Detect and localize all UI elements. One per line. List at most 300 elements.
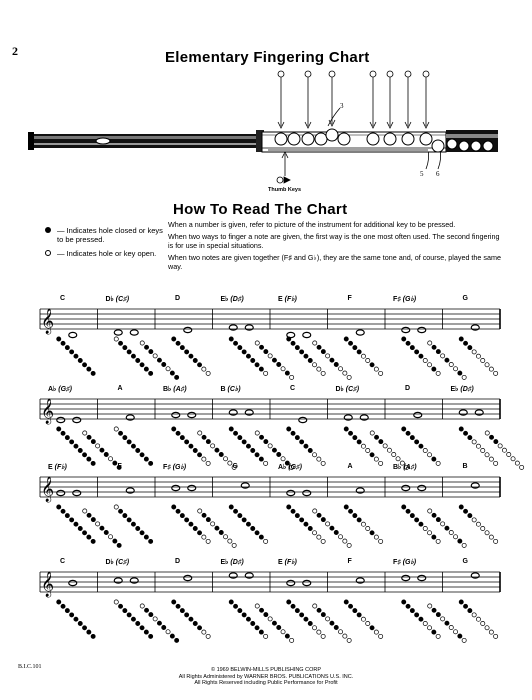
open-hole-dot xyxy=(472,518,476,522)
alt-fingering-dot xyxy=(268,617,272,621)
closed-hole-dot xyxy=(459,337,463,341)
alt-fingering-dot xyxy=(140,341,144,345)
alt-fingering-dot xyxy=(83,509,87,513)
closed-hole-dot xyxy=(353,436,357,440)
closed-hole-dot xyxy=(255,453,259,457)
closed-hole-dot xyxy=(370,453,374,457)
closed-hole-dot xyxy=(415,518,419,522)
closed-hole-dot xyxy=(410,609,414,613)
closed-hole-dot xyxy=(259,535,263,539)
note-name xyxy=(336,385,396,393)
alt-fingering-dot xyxy=(498,444,502,448)
closed-hole-dot xyxy=(246,617,250,621)
closed-hole-dot xyxy=(415,440,419,444)
open-hole-dot xyxy=(317,457,321,461)
alt-fingering-dot xyxy=(334,625,338,629)
closed-hole-dot xyxy=(118,341,122,345)
open-hole-dot xyxy=(494,634,498,638)
enharmonic-label: (C♭) xyxy=(225,386,241,393)
open-hole-dot xyxy=(374,535,378,539)
note-head xyxy=(57,417,65,422)
alt-fingering-dot xyxy=(255,431,259,435)
enharmonic-note-head xyxy=(73,417,81,422)
note-label: A xyxy=(347,463,353,470)
treble-clef-icon: 𝄞 xyxy=(41,308,55,333)
note-head xyxy=(287,580,295,585)
closed-hole-dot xyxy=(410,436,414,440)
open-hole-dot xyxy=(481,358,485,362)
note-label: E xyxy=(48,464,53,471)
closed-hole-dot xyxy=(74,444,78,448)
note-label: E xyxy=(278,559,283,566)
closed-hole-dot xyxy=(74,354,78,358)
closed-hole-dot xyxy=(57,337,61,341)
section-title: How To Read The Chart xyxy=(173,201,348,218)
alt-fingering-dot xyxy=(449,625,453,629)
alt-fingering-dot xyxy=(436,518,440,522)
closed-hole-dot xyxy=(468,346,472,350)
closed-hole-dot xyxy=(61,509,65,513)
closed-hole-dot xyxy=(193,448,197,452)
closed-hole-dot xyxy=(82,453,86,457)
closed-hole-dot xyxy=(415,350,419,354)
closed-hole-dot xyxy=(233,431,237,435)
alt-fingering-dot xyxy=(264,350,268,354)
closed-hole-dot xyxy=(468,436,472,440)
closed-hole-dot xyxy=(189,617,193,621)
closed-hole-dot xyxy=(291,604,295,608)
open-hole-dot xyxy=(114,600,118,604)
note-label: A♭ xyxy=(278,464,287,471)
closed-hole-dot xyxy=(251,621,255,625)
closed-hole-dot xyxy=(255,531,259,535)
alt-fingering-dot xyxy=(277,452,281,456)
alt-fingering-dot xyxy=(338,367,342,371)
closed-hole-dot xyxy=(127,350,131,354)
closed-hole-dot xyxy=(189,522,193,526)
alt-fingering-dot xyxy=(432,608,436,612)
note-label: B xyxy=(220,386,226,393)
closed-hole-dot xyxy=(419,354,423,358)
closed-hole-dot xyxy=(459,427,463,431)
closed-hole-dot xyxy=(295,436,299,440)
closed-hole-dot xyxy=(251,358,255,362)
key-number-6: 6 xyxy=(436,170,440,178)
open-hole-dot xyxy=(366,526,370,530)
closed-hole-dot xyxy=(144,457,148,461)
alt-fingering-dot xyxy=(343,371,347,375)
closed-hole-dot xyxy=(459,505,463,509)
closed-hole-dot xyxy=(406,604,410,608)
closed-hole-dot xyxy=(370,531,374,535)
alt-fingering-dot xyxy=(453,535,457,539)
alt-fingering-dot xyxy=(223,457,227,461)
note-label: B xyxy=(462,463,468,470)
alt-fingering-dot xyxy=(317,513,321,517)
chart-title: Elementary Fingering Chart xyxy=(165,49,370,66)
alt-fingering-dot xyxy=(149,613,153,617)
open-hole-dot xyxy=(436,371,440,375)
closed-hole-dot xyxy=(229,337,233,341)
closed-hole-dot xyxy=(144,367,148,371)
closed-hole-dot xyxy=(136,526,140,530)
alt-fingering-dot xyxy=(215,526,219,530)
closed-hole-dot xyxy=(82,531,86,535)
treble-clef-icon: 𝄞 xyxy=(41,476,55,501)
alt-fingering-dot xyxy=(383,444,387,448)
enharmonic-label: (G♭) xyxy=(170,464,187,471)
alt-fingering-dot xyxy=(485,431,489,435)
open-hole-dot xyxy=(264,539,268,543)
closed-hole-dot xyxy=(140,363,144,367)
closed-hole-dot xyxy=(65,346,69,350)
enharmonic-label: (A♯) xyxy=(171,386,187,393)
enharmonic-note-head xyxy=(303,580,311,585)
alt-fingering-dot xyxy=(285,371,289,375)
closed-hole-dot xyxy=(131,444,135,448)
closed-hole-dot xyxy=(357,350,361,354)
alt-fingering-dot xyxy=(117,543,121,547)
open-hole-dot xyxy=(202,630,206,634)
alt-fingering-dot xyxy=(453,367,457,371)
note-head xyxy=(114,330,122,335)
closed-hole-dot xyxy=(172,427,176,431)
closed-hole-dot xyxy=(463,341,467,345)
staff-row xyxy=(0,473,532,553)
note-label: F xyxy=(117,463,122,470)
alt-fingering-dot xyxy=(285,634,289,638)
note-name xyxy=(463,558,523,565)
closed-hole-dot xyxy=(82,363,86,367)
closed-hole-dot xyxy=(406,341,410,345)
note-name xyxy=(163,385,223,393)
closed-hole-dot xyxy=(246,354,250,358)
alt-fingering-dot xyxy=(313,341,317,345)
open-hole-dot xyxy=(312,453,316,457)
alt-fingering-dot xyxy=(432,513,436,517)
closed-hole-dot xyxy=(291,341,295,345)
alt-fingering-dot xyxy=(272,358,276,362)
note-name xyxy=(393,558,453,566)
enharmonic-label: (G♯) xyxy=(286,464,302,471)
open-hole-dot xyxy=(494,539,498,543)
note-label: G xyxy=(462,295,468,302)
thumb-keys xyxy=(277,152,290,183)
alt-fingering-dot xyxy=(281,367,285,371)
closed-hole-dot xyxy=(295,609,299,613)
closed-hole-dot xyxy=(78,358,82,362)
closed-hole-dot xyxy=(229,505,233,509)
alt-fingering-dot xyxy=(445,526,449,530)
alt-fingering-dot xyxy=(264,613,268,617)
filled-circle-icon xyxy=(45,227,51,233)
closed-hole-dot xyxy=(189,354,193,358)
alt-fingering-dot xyxy=(144,345,148,349)
alt-fingering-dot xyxy=(219,452,223,456)
open-hole-dot xyxy=(374,457,378,461)
instruction-2: When two ways to finger a note are given, the first way is the one most often used. The second fingering is for use in special situations. xyxy=(168,232,500,250)
open-circle-icon xyxy=(45,250,51,256)
open-hole-dot xyxy=(481,621,485,625)
alt-fingering-dot xyxy=(343,634,347,638)
alt-fingering-dot xyxy=(321,613,325,617)
closed-hole-dot xyxy=(144,535,148,539)
closed-hole-dot xyxy=(291,431,295,435)
closed-hole-dot xyxy=(70,518,74,522)
treble-clef-icon: 𝄞 xyxy=(41,398,55,423)
alt-fingering-dot xyxy=(502,448,506,452)
closed-hole-dot xyxy=(70,613,74,617)
alt-fingering-dot xyxy=(157,358,161,362)
enharmonic-note-head xyxy=(418,327,426,332)
alt-fingering-dot xyxy=(228,539,232,543)
alt-fingering-dot xyxy=(321,350,325,354)
alt-fingering-dot xyxy=(144,608,148,612)
closed-hole-dot xyxy=(136,358,140,362)
closed-hole-dot xyxy=(344,505,348,509)
enharmonic-label: (D♯) xyxy=(228,559,244,566)
open-hole-dot xyxy=(317,535,321,539)
alt-fingering-dot xyxy=(458,634,462,638)
note-head xyxy=(402,485,410,490)
closed-hole-dot xyxy=(344,337,348,341)
open-hole-dot xyxy=(427,453,431,457)
closed-hole-dot xyxy=(78,526,82,530)
alt-fingering-dot xyxy=(113,461,117,465)
alt-fingering-dot xyxy=(511,457,515,461)
alt-fingering-dot xyxy=(489,435,493,439)
enharmonic-label: (D♯) xyxy=(228,296,244,303)
closed-hole-dot xyxy=(308,358,312,362)
closed-hole-dot xyxy=(242,440,246,444)
note-head xyxy=(184,327,192,332)
alt-fingering-dot xyxy=(91,518,95,522)
note-head xyxy=(172,412,180,417)
alt-fingering-dot xyxy=(268,444,272,448)
alt-fingering-dot xyxy=(272,621,276,625)
staff-row xyxy=(0,568,532,648)
catalog-code: B.I.C.101 xyxy=(18,664,42,670)
closed-hole-dot xyxy=(61,431,65,435)
note-name xyxy=(221,385,281,393)
alt-fingering-dot xyxy=(449,530,453,534)
open-hole-dot xyxy=(312,363,316,367)
note-label: E♭ xyxy=(220,559,229,566)
alt-fingering-dot xyxy=(153,617,157,621)
closed-hole-dot xyxy=(189,444,193,448)
flute-illustration xyxy=(28,64,498,189)
instructions xyxy=(168,220,502,274)
alt-fingering-dot xyxy=(441,617,445,621)
open-hole-dot xyxy=(321,634,325,638)
closed-hole-dot xyxy=(65,514,69,518)
alt-fingering-dot xyxy=(83,431,87,435)
thumb-keys-label: Thumb Keys xyxy=(268,187,302,193)
alt-fingering-dot xyxy=(453,630,457,634)
alt-fingering-dot xyxy=(198,431,202,435)
closed-hole-dot xyxy=(348,431,352,435)
closed-hole-dot xyxy=(348,509,352,513)
closed-hole-dot xyxy=(172,505,176,509)
alt-fingering-dot xyxy=(428,604,432,608)
closed-hole-dot xyxy=(131,617,135,621)
open-hole-dot xyxy=(436,634,440,638)
open-hole-dot xyxy=(485,626,489,630)
alt-fingering-dot xyxy=(175,638,179,642)
closed-hole-dot xyxy=(65,436,69,440)
enharmonic-note-head xyxy=(73,490,81,495)
closed-hole-dot xyxy=(78,621,82,625)
open-hole-dot xyxy=(321,371,325,375)
closed-hole-dot xyxy=(185,440,189,444)
closed-hole-dot xyxy=(82,626,86,630)
open-hole-dot xyxy=(472,440,476,444)
closed-hole-dot xyxy=(255,363,259,367)
note-label: B♭ xyxy=(393,464,402,471)
closed-hole-dot xyxy=(432,457,436,461)
closed-hole-dot xyxy=(61,604,65,608)
closed-hole-dot xyxy=(353,346,357,350)
enharmonic-label: (A♯) xyxy=(401,464,417,471)
closed-hole-dot xyxy=(74,617,78,621)
note-head xyxy=(287,490,295,495)
closed-hole-dot xyxy=(197,363,201,367)
closed-hole-dot xyxy=(233,341,237,345)
closed-hole-dot xyxy=(193,358,197,362)
open-hole-dot xyxy=(472,350,476,354)
closed-hole-dot xyxy=(172,337,176,341)
alt-fingering-dot xyxy=(166,630,170,634)
note-head xyxy=(402,575,410,580)
alt-fingering-dot xyxy=(104,452,108,456)
alt-fingering-dot xyxy=(313,509,317,513)
alt-fingering-dot xyxy=(162,625,166,629)
alt-fingering-dot xyxy=(153,354,157,358)
alt-fingering-dot xyxy=(334,530,338,534)
closed-hole-dot xyxy=(308,448,312,452)
closed-hole-dot xyxy=(251,448,255,452)
note-head xyxy=(356,330,364,335)
note-name xyxy=(221,558,281,566)
closed-hole-dot xyxy=(131,354,135,358)
alt-fingering-dot xyxy=(458,371,462,375)
alt-fingering-dot xyxy=(259,345,263,349)
closed-hole-dot xyxy=(459,600,463,604)
closed-hole-dot xyxy=(468,514,472,518)
enharmonic-label: (C♯) xyxy=(343,386,360,393)
alt-fingering-dot xyxy=(96,522,100,526)
alt-fingering-dot xyxy=(96,444,100,448)
closed-hole-dot xyxy=(149,371,153,375)
alt-fingering-dot xyxy=(347,375,351,379)
alt-fingering-dot xyxy=(108,535,112,539)
closed-hole-dot xyxy=(432,367,436,371)
note-label: D xyxy=(405,385,411,392)
closed-hole-dot xyxy=(344,427,348,431)
closed-hole-dot xyxy=(61,341,65,345)
note-head xyxy=(57,490,65,495)
closed-hole-dot xyxy=(353,514,357,518)
open-hole-dot xyxy=(436,539,440,543)
open-hole-dot xyxy=(202,457,206,461)
note-label: G xyxy=(232,463,238,470)
alt-fingering-dot xyxy=(326,522,330,526)
closed-hole-dot xyxy=(410,514,414,518)
alt-fingering-dot xyxy=(264,440,268,444)
closed-hole-dot xyxy=(91,634,95,638)
alt-fingering-dot xyxy=(100,448,104,452)
closed-hole-dot xyxy=(149,539,153,543)
note-name xyxy=(278,295,338,303)
note-label: A xyxy=(117,385,123,392)
open-hole-dot xyxy=(114,427,118,431)
open-hole-dot xyxy=(264,634,268,638)
closed-hole-dot xyxy=(57,427,61,431)
open-hole-dot xyxy=(489,457,493,461)
closed-hole-dot xyxy=(180,514,184,518)
closed-hole-dot xyxy=(419,522,423,526)
alt-fingering-dot xyxy=(259,608,263,612)
open-hole-dot xyxy=(427,626,431,630)
note-label: D xyxy=(175,558,181,565)
closed-hole-dot xyxy=(295,346,299,350)
closed-hole-dot xyxy=(197,453,201,457)
alt-fingering-dot xyxy=(507,452,511,456)
note-name xyxy=(48,385,108,393)
alt-fingering-dot xyxy=(202,513,206,517)
treble-clef-icon: 𝄞 xyxy=(41,571,55,596)
open-hole-dot xyxy=(312,531,316,535)
note-label: D xyxy=(175,295,181,302)
alt-fingering-dot xyxy=(162,362,166,366)
alt-fingering-dot xyxy=(392,452,396,456)
note-head xyxy=(69,332,77,337)
closed-hole-dot xyxy=(300,440,304,444)
copyright-line-2: All Rights Administered by WARNER BROS. PUBLICATIONS U.S. INC. xyxy=(178,673,354,680)
alt-fingering-dot xyxy=(175,375,179,379)
alt-fingering-dot xyxy=(255,604,259,608)
copyright-line-1: © 1969 BELWIN-MILLS PUBLISHING CORP xyxy=(210,667,321,673)
closed-hole-dot xyxy=(136,621,140,625)
alt-fingering-dot xyxy=(436,613,440,617)
closed-hole-dot xyxy=(140,531,144,535)
closed-hole-dot xyxy=(406,431,410,435)
enharmonic-note-head xyxy=(130,330,138,335)
note-label: G xyxy=(462,558,468,565)
alt-fingering-dot xyxy=(462,375,466,379)
alt-fingering-dot xyxy=(91,440,95,444)
alt-fingering-dot xyxy=(445,621,449,625)
alt-fingering-dot xyxy=(215,448,219,452)
enharmonic-label: (G♭) xyxy=(400,296,417,303)
closed-hole-dot xyxy=(65,609,69,613)
note-head xyxy=(414,412,422,417)
closed-hole-dot xyxy=(308,526,312,530)
alt-fingering-dot xyxy=(338,535,342,539)
open-hole-dot xyxy=(423,358,427,362)
open-hole-dot xyxy=(114,337,118,341)
alt-fingering-dot xyxy=(428,509,432,513)
open-hole-dot xyxy=(206,539,210,543)
closed-hole-dot xyxy=(357,613,361,617)
closed-hole-dot xyxy=(291,509,295,513)
closed-hole-dot xyxy=(136,448,140,452)
note-label: F xyxy=(347,295,352,302)
alt-fingering-dot xyxy=(313,604,317,608)
alt-fingering-dot xyxy=(326,354,330,358)
open-hole-dot xyxy=(361,617,365,621)
open-hole-dot xyxy=(481,448,485,452)
